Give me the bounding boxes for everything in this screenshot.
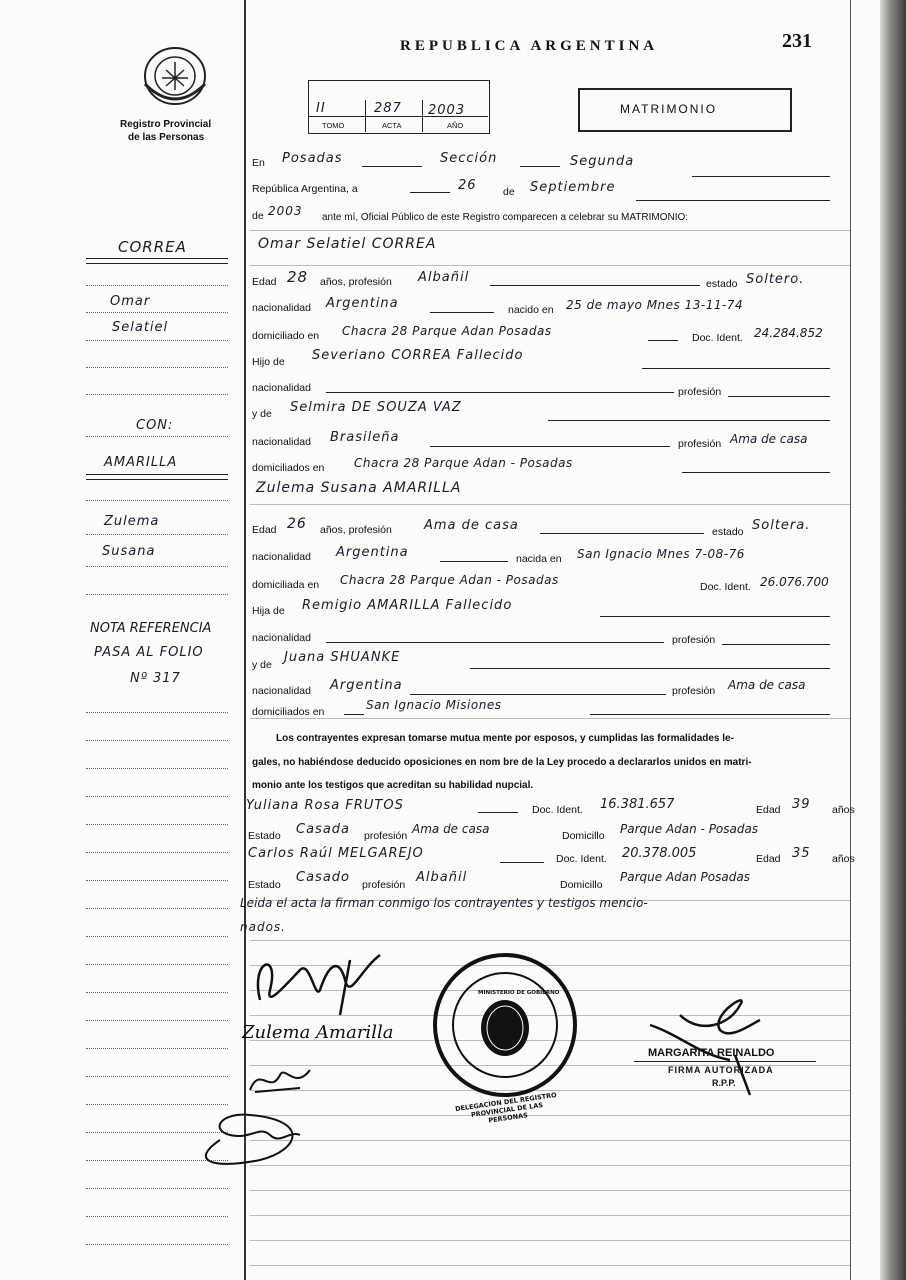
year-prefix: de [252,210,264,222]
bride-nac-label: nacionalidad [252,551,311,563]
de-label: de [503,186,515,198]
witness1-prof-label: profesión [364,830,408,842]
witness2-name: Carlos Raúl MELGAREJO [248,846,424,861]
bride-signature: Zulema Amarilla [242,1022,394,1043]
witness2-domicilio: Parque Adan Posadas [620,870,750,884]
groom-edad-label: Edad [252,276,277,288]
witness1-anos: años [832,804,855,816]
margin-con: CON: [136,418,174,433]
witness1-domicilio: Parque Adan - Posadas [620,822,759,836]
groom-padre: Severiano CORREA Fallecido [312,348,524,363]
bride-yde-label: y de [252,659,272,671]
groom-domicilio: Chacra 28 Parque Adan Posadas [342,324,552,338]
witness1-estado: Casada [296,822,351,837]
page-edge [880,0,906,1280]
groom-yde-label: y de [252,408,272,420]
groom-madre-prof-label: profesión [678,438,722,450]
ano-label: AÑO [447,121,464,130]
bride-padre-prof-label: profesión [672,634,716,646]
right-margin-line [850,0,851,1280]
bride-nacida: San Ignacio Mnes 7-08-76 [577,547,745,561]
margin-surname-groom: CORREA [118,238,187,256]
witness2-profesion: Albañil [416,870,468,885]
bride-dom-label: domiciliada en [252,579,320,591]
margin-name-bride-2: Susana [102,544,156,559]
margin-note-line2: PASA AL FOLIO [94,645,204,660]
closing-line2: nados. [240,920,286,934]
groom-full-name: Omar Selatiel CORREA [258,236,437,252]
year-value: 2003 [268,204,303,218]
witness2-estado-label: Estado [248,879,281,891]
bride-doms: San Ignacio Misiones [366,698,502,712]
seal-inner-text: MINISTERIO DE GOBIERNO [478,990,560,996]
bride-nacionalidad: Argentina [336,545,409,560]
legal-text-line3: monio ante los testigos que acreditan su habilidad nupcial. [252,780,534,791]
bride-estado-label: estado [712,526,744,538]
seal-text: DELEGACION DEL REGISTRO PROVINCIAL DE LAS PERSONAS [454,1090,558,1125]
witness1-edad: 39 [792,797,811,812]
official-name: MARGARITA REINALDO [648,1047,775,1059]
bride-madre: Juana SHUANKE [284,650,401,665]
witness2-edad-label: Edad [756,853,781,865]
margin-name-bride-1: Zulema [104,514,160,529]
official-seal-icon [430,950,580,1100]
groom-doc-label: Doc. Ident. [692,332,743,344]
witness1-doc-label: Doc. Ident. [532,804,583,816]
groom-nac-label: nacionalidad [252,302,311,314]
witness2-prof-label: profesión [362,879,406,891]
groom-madre-prof: Ama de casa [730,432,808,446]
bride-padre: Remigio AMARILLA Fallecido [302,598,513,613]
groom-doms: Chacra 28 Parque Adan - Posadas [354,456,573,470]
registry-name-line1: Registro Provincial [120,119,212,130]
official-title: FIRMA AUTORIZADA [668,1065,774,1075]
registry-name-line2: de las Personas [128,132,205,143]
witness1-name: Yuliana Rosa FRUTOS [246,798,404,813]
witness2-dom-label: Domicillo [560,879,603,891]
witness1-doc: 16.381.657 [600,797,675,812]
groom-doms-label: domiciliados en [252,462,325,474]
ano-value: 2003 [428,103,466,118]
bride-full-name: Zulema Susana AMARILLA [256,480,462,496]
seccion-value: Segunda [570,154,635,169]
legal-text-line1: Los contrayentes expresan tomarse mutua mente por esposos, y cumplidas las formalidades le- [276,733,734,744]
groom-edad: 28 [287,268,309,286]
witness1-edad-label: Edad [756,804,781,816]
bride-doms-label: domiciliados en [252,706,325,718]
groom-profesion-label: años, profesión [320,276,392,288]
en-label: En [252,157,265,169]
witness1-estado-label: Estado [248,830,281,842]
groom-madre: Selmira DE SOUZA VAZ [290,400,462,415]
bride-padre-nac-label: nacionalidad [252,632,311,644]
bride-domicilio: Chacra 28 Parque Adan - Posadas [340,573,559,587]
bride-madre-prof-label: profesión [672,685,716,697]
place-value: Posadas [282,151,343,166]
witness2-signature-icon [190,1100,330,1170]
groom-estado-label: estado [706,278,738,290]
groom-estado: Soltero. [746,272,805,287]
legal-text-line2: gales, no habiéndose deducido oposiciones en nom bre de la Ley procedo a declararlos unidos en matri- [252,757,752,768]
bride-profesion: Ama de casa [424,518,519,533]
bride-edad-label: Edad [252,524,277,536]
witness1-profesion: Ama de casa [412,822,490,836]
margin-surname-bride: AMARILLA [104,455,178,470]
tomo-label: TOMO [322,121,345,130]
doc-type: MATRIMONIO [620,102,718,116]
margin-name-groom-2: Selatiel [112,320,169,335]
groom-nacido-label: nacido en [508,304,554,316]
groom-hijo-label: Hijo de [252,356,285,368]
country-title: REPUBLICA ARGENTINA [400,38,659,54]
bride-madre-nac: Argentina [330,678,403,693]
witness1-signature-icon [240,1060,320,1100]
witness1-dom-label: Domicillo [562,830,605,842]
witness2-doc-label: Doc. Ident. [556,853,607,865]
margin-name-groom-1: Omar [110,294,151,309]
witness2-doc: 20.378.005 [622,846,697,861]
month-value: Septiembre [530,180,616,195]
groom-nacionalidad: Argentina [326,296,399,311]
groom-padre-nac-label: nacionalidad [252,382,311,394]
bride-profesion-label: años, profesión [320,524,392,536]
closing-line1: Leida el acta la firman conmigo los contrayentes y testigos mencio- [240,896,648,910]
bride-edad: 26 [287,516,307,532]
bride-doc-label: Doc. Ident. [700,581,751,593]
groom-madre-nac: Brasileña [330,430,400,445]
official-sub: R.P.P. [712,1078,736,1088]
acta-label: ACTA [382,121,402,130]
day-value: 26 [458,178,477,193]
intro-text: ante mí, Oficial Público de este Registro comparecen a celebrar su MATRIMONIO: [322,212,689,223]
groom-madre-nac-label: nacionalidad [252,436,311,448]
witness2-anos: años [832,853,855,865]
groom-nacido: 25 de mayo Mnes 13-11-74 [566,298,744,312]
groom-dom-label: domiciliado en [252,330,320,342]
tomo-value: II [316,101,326,116]
groom-profesion: Albañil [418,270,470,285]
margin-note-line1: NOTA REFERENCIA [90,621,212,636]
acta-value: 287 [374,101,402,116]
provincial-crest-icon [140,44,210,108]
groom-padre-prof-label: profesión [678,386,722,398]
groom-doc: 24.284.852 [754,326,823,340]
bride-madre-prof: Ama de casa [728,678,806,692]
bride-nacida-label: nacida en [516,553,562,565]
groom-signature-icon [240,940,400,1020]
bride-madre-nac-label: nacionalidad [252,685,311,697]
bride-doc: 26.076.700 [760,575,829,589]
seccion-label: Sección [440,151,498,166]
witness2-estado: Casado [296,870,350,885]
page-number: 231 [782,30,812,52]
witness2-edad: 35 [792,846,811,861]
republica-label: República Argentina, a [252,183,358,195]
bride-estado: Soltera. [752,518,811,533]
margin-note-line3: Nº 317 [130,671,181,686]
bride-hija-label: Hija de [252,605,285,617]
